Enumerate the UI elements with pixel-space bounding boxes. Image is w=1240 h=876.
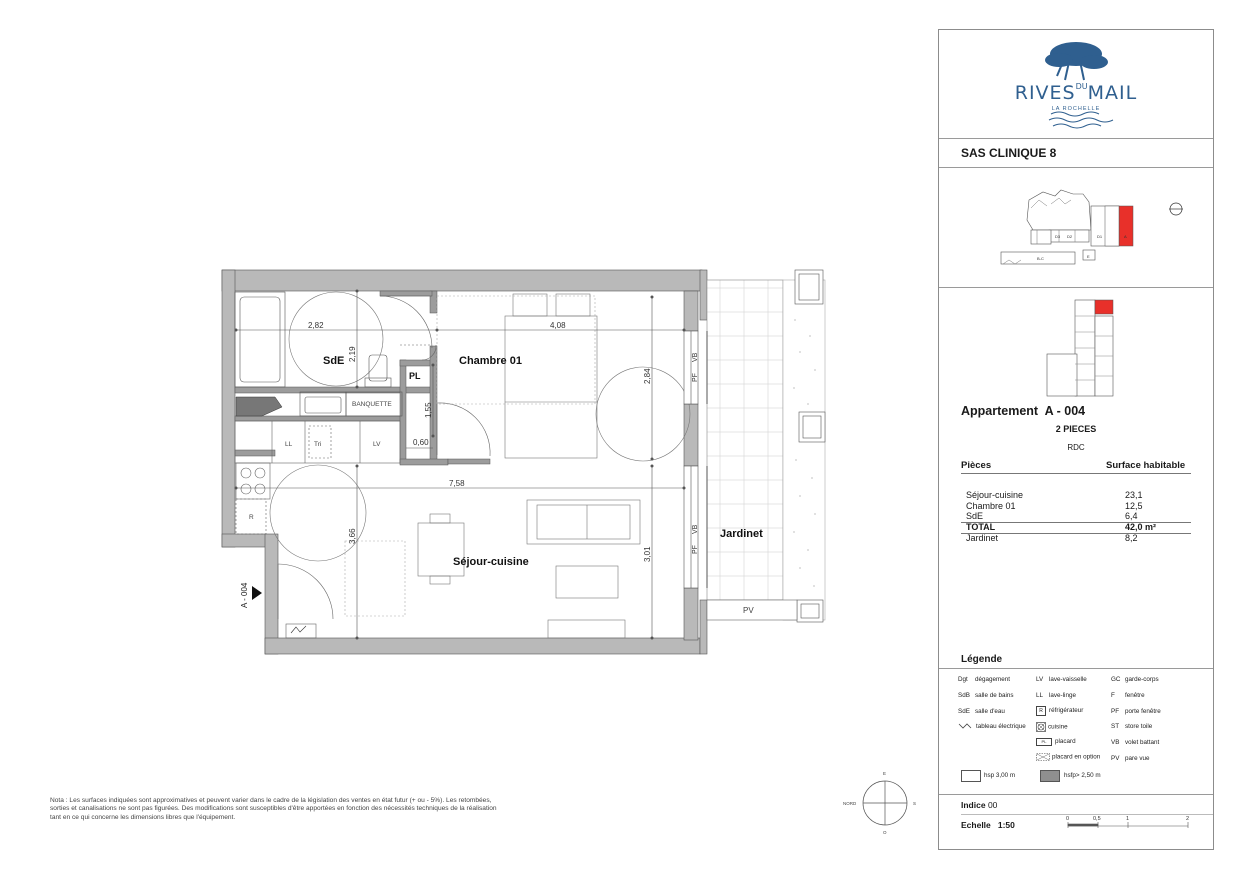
hsp-low-label: hsfp> 2,50 m	[1064, 772, 1101, 779]
apartment-level: RDC	[1067, 443, 1085, 452]
label-lv: LV	[373, 441, 381, 448]
legend-item: ST store toile	[1111, 723, 1153, 730]
site-plan	[939, 170, 1213, 285]
dim-7-58: 7,58	[449, 479, 465, 488]
hsp-high-label: hsp 3,00 m	[984, 772, 1016, 779]
surface-row-value: 23,1	[1125, 490, 1143, 500]
building-locator	[939, 292, 1213, 402]
legend-item: tableau électrique	[958, 723, 1026, 730]
unit-reference: A - 004	[240, 582, 249, 608]
dim-2-19: 2,19	[348, 346, 357, 362]
building-locator-highlight	[1095, 300, 1113, 314]
legend-item: PV pare vue	[1111, 755, 1150, 762]
room-label-sejour: Séjour-cuisine	[453, 556, 529, 568]
label-r: R	[249, 514, 254, 521]
scale-label: Echelle 1:50	[961, 820, 1015, 830]
label-pf-bottom: PF	[692, 545, 699, 554]
site-label-bc: B-C	[1037, 256, 1044, 261]
brand-city: LA ROCHELLE	[1051, 106, 1101, 112]
program-name: SAS CLINIQUE 8	[961, 146, 1057, 160]
label-tri: Tri	[314, 441, 322, 448]
surface-total-value: 42,0 m²	[1125, 522, 1157, 532]
room-label-jardinet: Jardinet	[720, 528, 763, 540]
surface-extra-value: 8,2	[1125, 533, 1138, 543]
surfaces-header-area: Surface habitable	[1106, 460, 1186, 471]
legend-item: Dgt dégagement	[958, 676, 1011, 683]
scale-tick-0: 0	[1066, 816, 1070, 822]
electric-panel-icon	[958, 723, 972, 729]
shower-drain	[236, 397, 282, 416]
apartment-title: Appartement A - 004	[961, 404, 1086, 418]
garden	[707, 270, 825, 622]
legend-item: PF porte fenêtre	[1111, 708, 1161, 715]
legend-item: VB volet battant	[1111, 739, 1160, 746]
site-label-a: A	[1124, 234, 1127, 239]
compass-n: E	[883, 771, 887, 776]
surface-extra-name: Jardinet	[966, 533, 999, 543]
label-vb-bottom: VB	[692, 524, 699, 534]
surface-row-name: Chambre 01	[966, 501, 1016, 511]
compass-w: NORD	[843, 801, 857, 806]
room-label-sde: SdE	[323, 355, 345, 367]
door-swings	[278, 296, 490, 619]
scale-tick-3: 2	[1186, 816, 1190, 822]
surface-total-name: TOTAL	[966, 522, 996, 532]
hsp-high-swatch	[961, 770, 981, 782]
label-pv: PV	[743, 606, 754, 615]
label-ll: LL	[285, 441, 293, 448]
apartment-type: 2 PIECES	[1055, 424, 1097, 434]
living-furniture	[345, 500, 640, 638]
kitchen-icon	[1036, 722, 1046, 732]
room-label-pl: PL	[409, 371, 421, 381]
legend-item: LV lave-vaisselle	[1036, 676, 1087, 683]
optional-closet-icon	[1036, 753, 1050, 761]
legend-item: F fenêtre	[1111, 692, 1145, 699]
legend-item: SdE salle d'eau	[958, 708, 1005, 715]
dim-2-84: 2,84	[643, 368, 652, 384]
brand-logo	[939, 36, 1213, 136]
hsp-low-swatch	[1040, 770, 1060, 782]
dimension-lines	[236, 291, 684, 638]
legend-title: Légende	[961, 654, 1003, 665]
dim-4-08: 4,08	[550, 321, 566, 330]
label-vb-top: VB	[692, 352, 699, 362]
compass-s: O	[883, 830, 887, 835]
compass-icon	[843, 771, 916, 835]
turning-circles	[270, 292, 690, 561]
legend-item: GC garde-corps	[1111, 676, 1159, 683]
dim-3-66: 3,66	[348, 528, 357, 544]
disclaimer-note: Nota : Les surfaces indiquées sont approximatives et peuvent varier dans le cadre de la législation des ventes en état futur (+ ou - 5%). Les retombées, sorties et canalisations ne sont pas figurées. Des modifications sont susceptibles d'être apportées en fonction des nécessités techniques de la réalisation tant en ce qui concerne les dimensions libres que l'équipement.	[50, 797, 497, 821]
dim-0-60: 0,60	[413, 438, 429, 447]
label-banquette: BANQUETTE	[352, 401, 392, 408]
surface-row-value: 12,5	[1125, 501, 1143, 511]
dim-3-01: 3,01	[643, 546, 652, 562]
brand-name-left: RIVES	[1014, 82, 1076, 104]
surfaces-header-rooms: Pièces	[961, 460, 992, 471]
room-label-chambre: Chambre 01	[459, 355, 522, 367]
legend-item: LL lave-linge	[1036, 692, 1076, 699]
info-panel	[938, 29, 1214, 850]
brand-name-right: MAIL	[1087, 82, 1138, 104]
label-pf-top: PF	[692, 373, 699, 382]
site-plan-highlight	[1119, 206, 1133, 246]
index-label: Indice 00	[961, 800, 998, 810]
site-label-d2: D2	[1067, 234, 1073, 239]
surface-row-name: Séjour-cuisine	[966, 490, 1024, 500]
surface-row-value: 6,4	[1125, 511, 1138, 521]
dim-2-82: 2,82	[308, 321, 324, 330]
site-label-d1: D1	[1097, 234, 1103, 239]
scale-tick-2: 1	[1126, 816, 1130, 822]
surface-row-name: SdE	[966, 511, 984, 521]
legend-item: cuisine	[1036, 722, 1068, 732]
entry-arrow-icon	[252, 586, 262, 600]
brand-name-small: DU	[1075, 82, 1088, 91]
site-label-d3: D3	[1055, 234, 1061, 239]
legend-item: SdB salle de bains	[958, 692, 1014, 699]
legend-item: PL placard	[1036, 738, 1076, 746]
dim-1-55: 1,55	[424, 402, 433, 418]
site-label-e: E	[1087, 254, 1090, 259]
legend-item: R réfrigérateur	[1036, 706, 1083, 716]
compass-e: S	[913, 801, 917, 806]
legend-item: placard en option	[1036, 753, 1100, 761]
scale-tick-1: 0,5	[1093, 816, 1101, 822]
bedroom-furniture	[437, 294, 597, 458]
scale-bar	[1064, 812, 1194, 832]
fixture-labels	[249, 401, 754, 615]
